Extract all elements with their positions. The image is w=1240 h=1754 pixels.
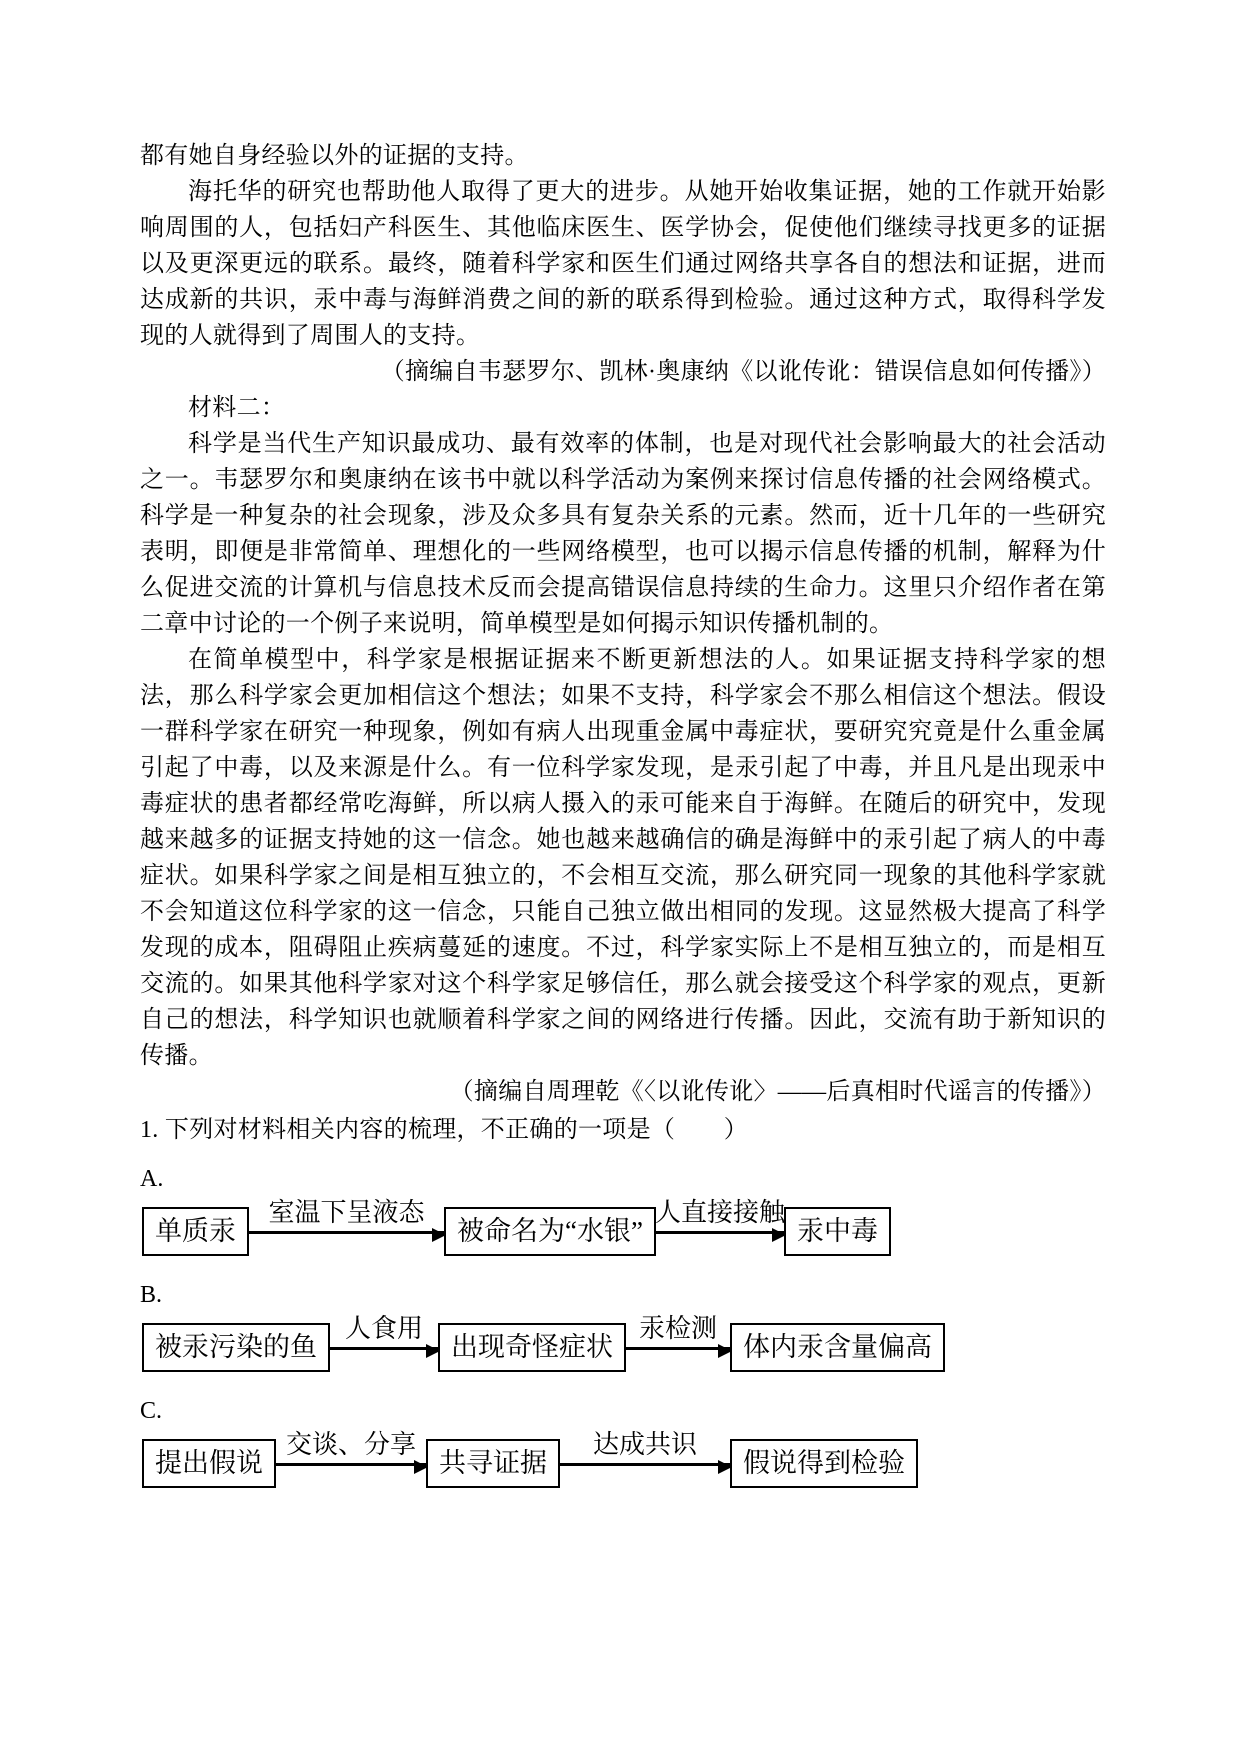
flow-connector [330,1314,438,1376]
arrow-label: 人食用 [344,1314,424,1343]
arrow-label: 室温下呈液态 [268,1198,425,1227]
arrow-right-icon [330,1347,438,1350]
text-content [140,138,1106,1512]
arrow-label: 交谈、分享 [285,1430,417,1459]
flow-box: 共寻证据 [426,1439,560,1488]
flow-box: 被汞污染的鱼 [142,1323,330,1372]
arrow-label: 达成共识 [592,1430,698,1459]
paragraph-haituohua: 海托华的研究也帮助他人取得了更大的进步。从她开始收集证据，她的工作就开始影响周围的人，包括妇产科医生、其他临床医生、医学协会，促使他们继续寻找更多的证据以及更深更远的联系。最终，随着科学家和医生们通过网络共享各自的想法和证据，进而达成新的共识，汞中毒与海鲜消费之间的新的联系得到检验。通过这种方式，取得科学发现的人就得到了周围人的支持。 [140,179,1106,349]
flow-box: 出现奇怪症状 [438,1323,626,1372]
paragraph-continuation: 都有她自身经验以外的证据的支持。 [140,143,529,169]
flow-connector [249,1198,444,1260]
flow-box: 体内汞含量偏高 [730,1323,945,1372]
flow-box: 假说得到检验 [730,1439,918,1488]
flow-connector [654,1198,785,1260]
arrow-right-icon [656,1231,784,1234]
arrow-right-icon [560,1463,730,1466]
flow-connector [560,1430,730,1492]
paragraph-simple-model: 在简单模型中，科学家是根据证据来不断更新想法的人。如果证据支持科学家的想法，那么科学家会更加相信这个想法；如果不支持，科学家会不那么相信这个想法。假设一群科学家在研究一种现象，例如有病人出现重金属中毒症状，要研究究竟是什么重金属引起了中毒，以及来源是什么。有一位科学家发现，是汞引起了中毒，并且凡是出现汞中毒症状的患者都经常吃海鲜，所以病人摄入的汞可能来自于海鲜。在随后的研究中，发现越来越多的证据支持她的这一信念。她也越来越确信的确是海鲜中的汞引起了病人的中毒症状。如果科学家之间是相互独立的，不会相互交流，那么研究同一现象的其他科学家就不会知道这位科学家的这一信念，只能自己独立做出相同的发现。这显然极大提高了科学发现的成本，阻碍阻止疾病蔓延的速度。不过，科学家实际上不是相互独立的，而是相互交流的。如果其他科学家对这个科学家足够信任，那么就会接受这个科学家的观点，更新自己的想法，科学知识也就顺着科学家之间的网络进行传播。因此，交流有助于新知识的传播。 [140,647,1106,1069]
option-b-label: B. [140,1282,163,1308]
arrow-right-icon [276,1463,426,1466]
paragraph-science-system: 科学是当代生产知识最成功、最有效率的体制，也是对现代社会影响最大的社会活动之一。韦瑟罗尔和奥康纳在该书中就以科学活动为案例来探讨信息传播的社会网络模式。科学是一种复杂的社会现象，涉及众多具有复杂关系的元素。然而，近十几年的一些研究表明，即便是非常简单、理想化的一些网络模型，也可以揭示信息传播的机制，解释为什么促进交流的计算机与信息技术反而会提高错误信息持续的生命力。这里只介绍作者在第二章中讨论的一个例子来说明，简单模型是如何揭示知识传播机制的。 [140,431,1106,637]
option-c-label: C. [140,1398,163,1424]
flowchart-option-c [142,1430,1106,1492]
flow-box: 单质汞 [142,1207,249,1256]
flow-box: 被命名为“水银” [444,1207,656,1256]
arrow-right-icon [249,1231,444,1234]
flow-box: 汞中毒 [784,1207,891,1256]
arrow-label: 人直接接触 [654,1198,785,1227]
material-2-heading: 材料二： [188,395,286,421]
attribution-material-2: （摘编自周理乾《〈以讹传讹〉——后真相时代谣言的传播》） [449,1079,1106,1105]
arrow-right-icon [626,1347,730,1350]
flowchart-option-b [142,1314,1106,1376]
question-1-text: 1. 下列对材料相关内容的梳理，不正确的一项是（ ） [140,1117,749,1143]
attribution-material-1: （摘编自韦瑟罗尔、凯林·奥康纳《以讹传讹：错误信息如何传播》） [380,359,1106,385]
option-a-label: A. [140,1166,164,1192]
flow-box: 提出假说 [142,1439,276,1488]
flow-connector [276,1430,426,1492]
arrow-label: 汞检测 [638,1314,718,1343]
flowchart-option-a [142,1198,1106,1260]
flow-connector [626,1314,730,1376]
